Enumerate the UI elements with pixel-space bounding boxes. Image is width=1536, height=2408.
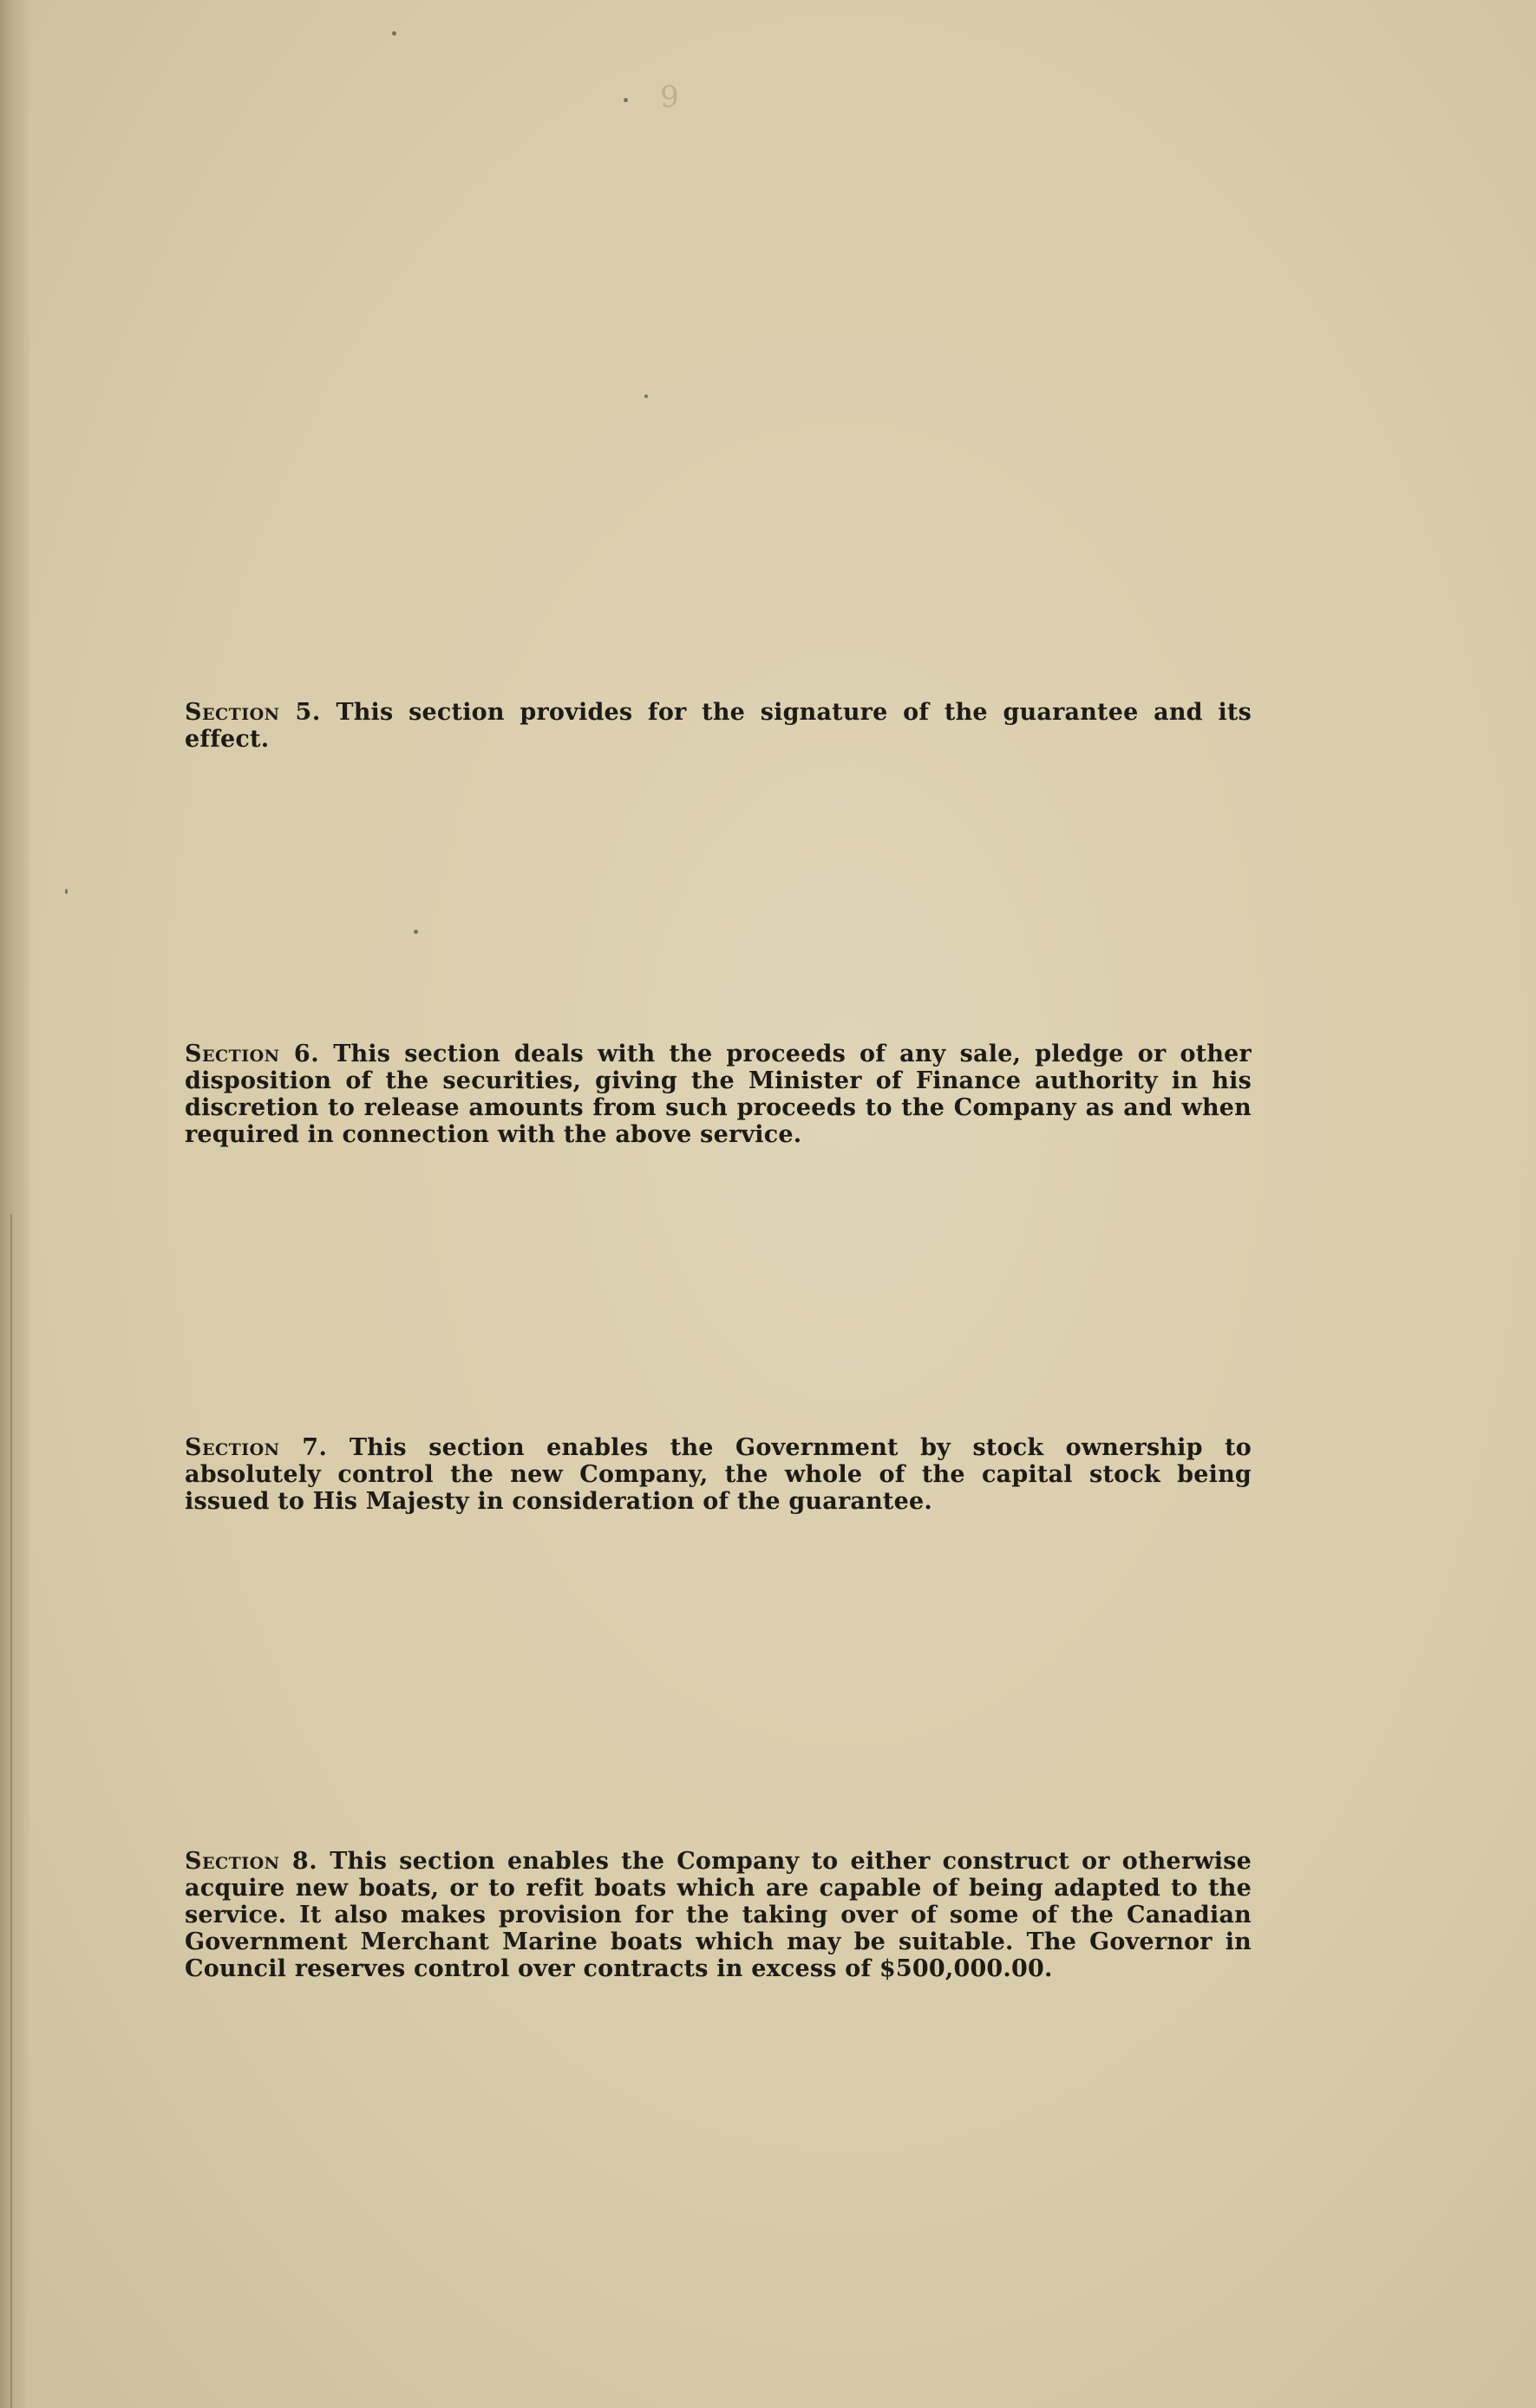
ink-speck [65,889,68,894]
section-8-heading: Section 8. [185,1848,318,1875]
binding-crease [10,1214,12,2408]
section-6-heading: Section 6. [185,1041,320,1067]
ink-speck [624,98,628,102]
ink-speck [414,930,418,934]
ink-speck [392,31,396,36]
section-7-note [185,1434,1252,1515]
page-binding-edge [0,0,29,2408]
section-8-text: This section enables the Company to either construct or otherwise acquire new boats, or to refit boats which are capable of being adapted to the service. It also makes provision for the taking over of some of the Canadian Government Merchant Marine boats which may be suitable. The Governor in Council reserves control over contracts in excess of $500,000.00. [185,1848,1252,1982]
section-6-note [185,1041,1252,1148]
section-5-note [185,699,1252,753]
section-5-text: This section provides for the signature of the guarantee and its effect. [185,699,1252,753]
section-7-heading: Section 7. [185,1434,328,1461]
page-number: 9 [660,80,679,114]
section-6-text: This section deals with the proceeds of any sale, pledge or other disposition of the securities, giving the Minister of Finance authority in his discretion to release amounts from such proceeds to the Company as and when required in connection with the above service. [185,1041,1252,1148]
section-5-heading: Section 5. [185,699,321,726]
ink-speck [644,395,648,398]
section-8-note [185,1848,1252,1982]
section-7-text: This section enables the Government by stock ownership to absolutely control the new Company, the whole of the capital stock being issued to His Majesty in consideration of the guarantee. [185,1434,1252,1515]
